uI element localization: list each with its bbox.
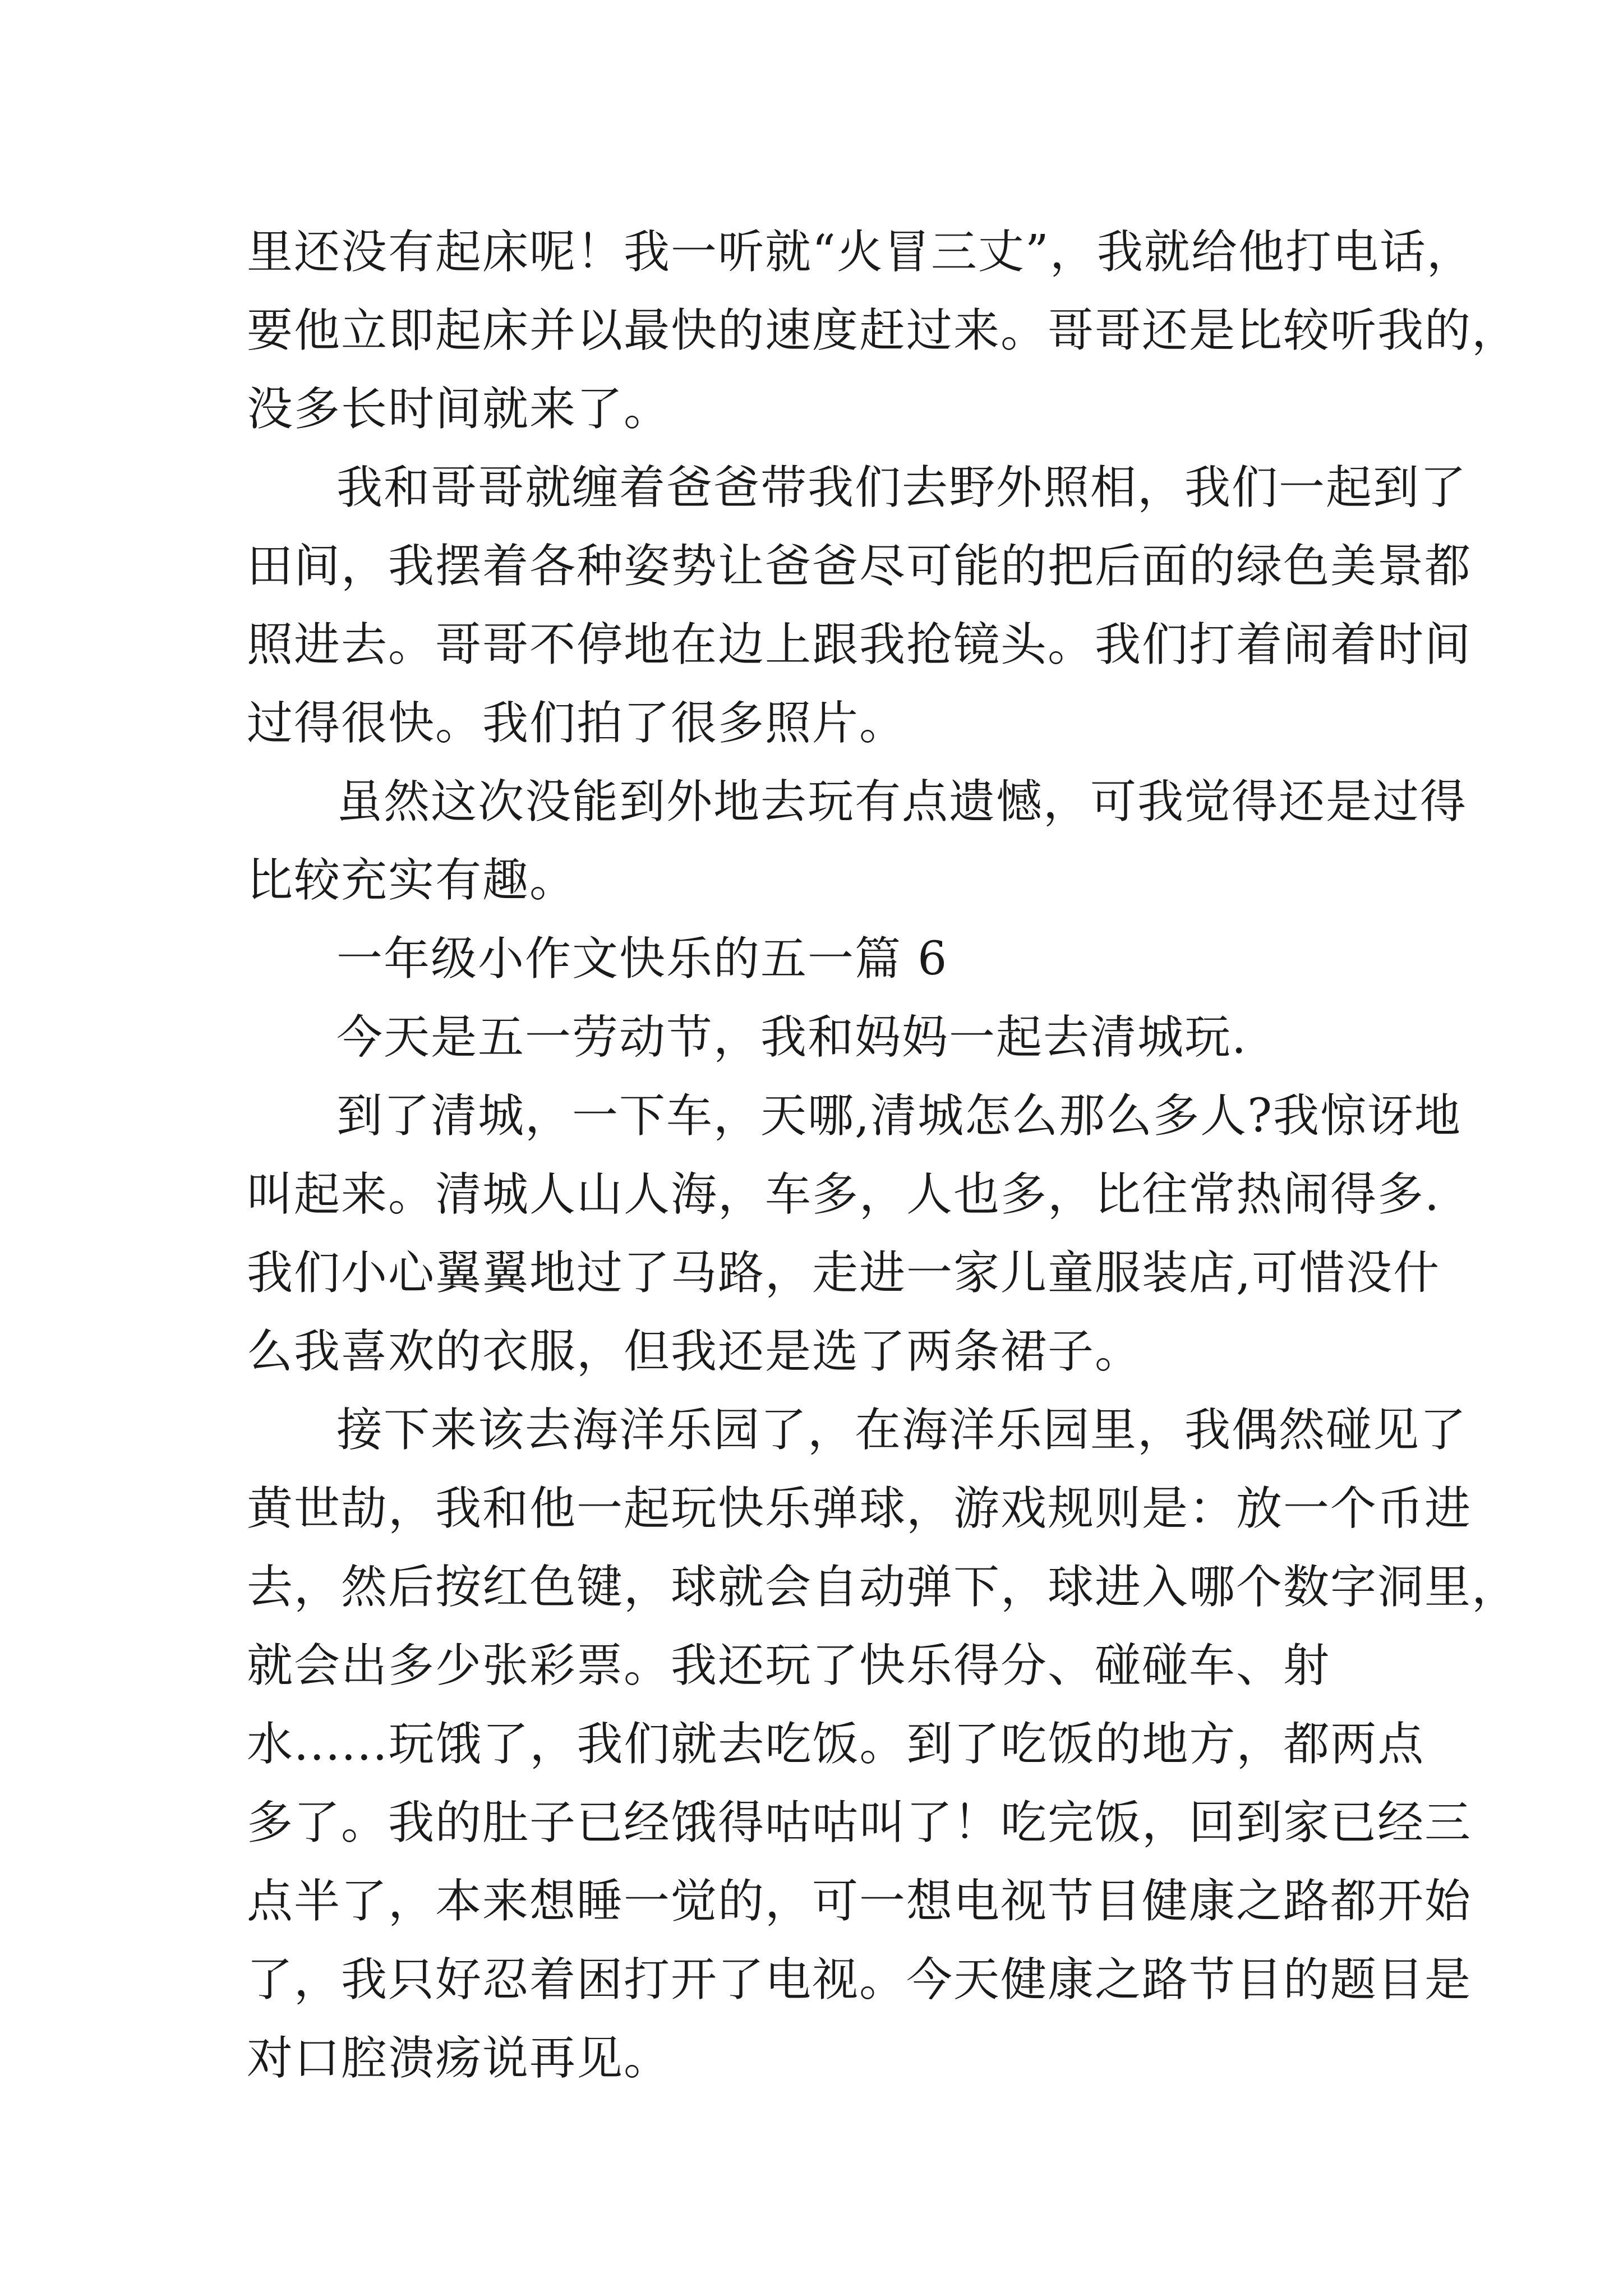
text-line: 没多长时间就来了。 [247,383,671,436]
text-line: 黄世劼，我和他一起玩快乐弹球，游戏规则是：放一个币进 [247,1482,1472,1535]
text-line: 了，我只好忍着困打开了电视。今天健康之路节目的题目是 [247,1953,1472,2007]
text-line: 要他立即起床并以最快的速度赶过来。哥哥还是比较听我的， [247,304,1519,357]
text-line: 点半了，本来想睡一觉的，可一想电视节目健康之路都开始 [247,1875,1472,1928]
text-line: 比较充实有趣。 [247,854,577,907]
text-line: 对口腔溃疡说再见。 [247,2032,671,2085]
text-line: 里还没有起床呢！我一听就“火冒三丈”，我就给他打电话， [247,226,1474,279]
text-line: 今天是五一劳动节，我和妈妈一起去清城玩. [336,1011,1248,1064]
text-line: 虽然这次没能到外地去玩有点遗憾，可我觉得还是过得 [336,775,1468,829]
section-heading: 一年级小作文快乐的五一篇 6 [336,932,948,986]
text-line: 到了清城，一下车，天哪,清城怎么那么多人?我惊讶地 [336,1089,1462,1143]
text-line: 我和哥哥就缠着爸爸带我们去野外照相，我们一起到了 [336,461,1468,514]
text-line: 照进去。哥哥不停地在边上跟我抢镜头。我们打着闹着时间 [247,618,1472,671]
text-line: 叫起来。清城人山人海，车多，人也多，比往常热闹得多. [247,1168,1441,1221]
text-line: 多了。我的肚子已经饿得咕咕叫了！吃完饭，回到家已经三 [247,1796,1472,1849]
text-line: 田间，我摆着各种姿势让爸爸尽可能的把后面的绿色美景都 [247,540,1472,593]
text-line: 接下来该去海洋乐园了，在海洋乐园里，我偶然碰见了 [336,1404,1468,1457]
text-line: 水......玩饿了，我们就去吃饭。到了吃饭的地方，都两点 [247,1718,1425,1771]
text-line: 就会出多少张彩票。我还玩了快乐得分、碰碰车、射 [247,1639,1331,1692]
text-line: 去，然后按红色键，球就会自动弹下，球进入哪个数字洞里， [247,1561,1519,1614]
text-line: 过得很快。我们拍了很多照片。 [247,697,907,750]
text-line: 么我喜欢的衣服，但我还是选了两条裙子。 [247,1325,1142,1378]
text-line: 我们小心翼翼地过了马路，走进一家儿童服装店,可惜没什 [247,1246,1441,1300]
